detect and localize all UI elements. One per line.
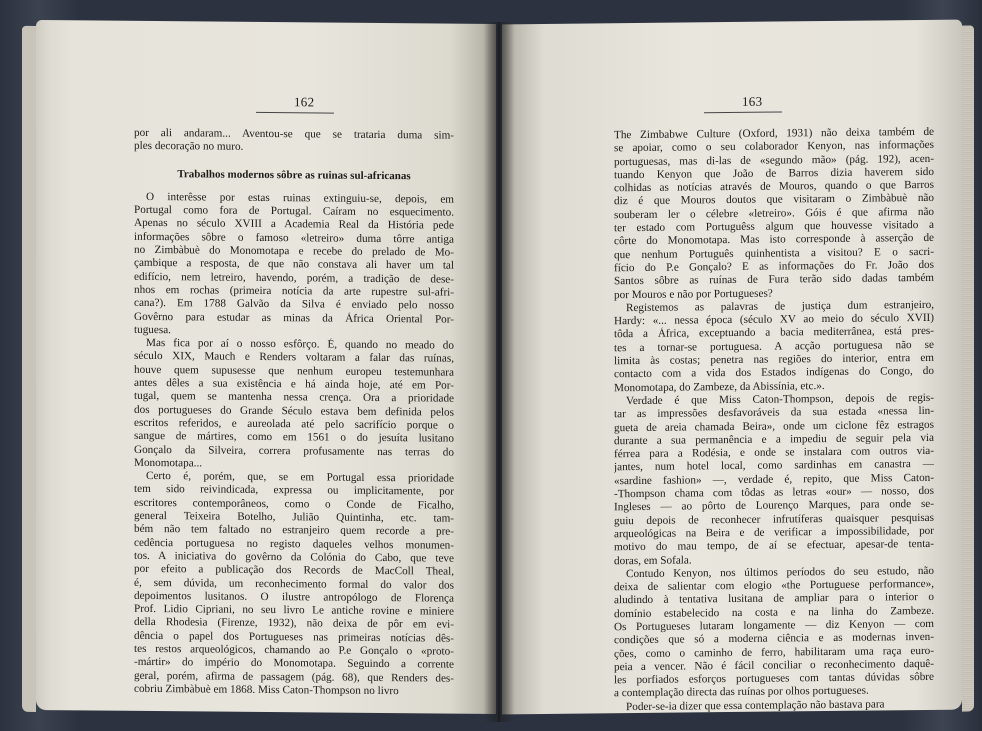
text-line: peia a vencer. Não é fácil conciliar o reconhecimento daquê- <box>614 657 934 674</box>
text-line: diz é que Mouros doutos que visitaram o Zimbàbuè não <box>614 192 934 208</box>
text-line: deixa de salientar com elogio «the Portuguese performance», <box>614 577 934 594</box>
text-line: jantes, num hotel local, como sardinhas em canastra — <box>614 458 934 474</box>
text-line: Verdade é que Miss Caton-Thompson, depois de regis- <box>626 391 934 408</box>
paragraph <box>614 299 934 395</box>
open-book <box>36 22 962 722</box>
text-line: portuguesas, mas di-las de «segundo mão» (pág. 192), acen- <box>614 152 934 168</box>
text-line: tos. A iniciativa do govêrno da Colónia do Cabo, que teve <box>134 549 454 565</box>
text-line: Poder-se-ia dizer que essa contemplação não bastava para <box>626 698 885 713</box>
text-line: della Rhodesia (Firenze, 1932), não deixa de pôr em evi- <box>134 616 454 632</box>
text-line: tuando Kenyon que João de Barros dizia haverem sido <box>614 165 934 182</box>
text-line: cobriu Zimbàbuè em 1868. Miss Caton-Thompson no livro <box>134 682 399 698</box>
text-line: no Zimbàbuè do Monomotapa e recebe do prelado de Mo- <box>134 243 454 259</box>
text-line: «sardine fashion» —, verdade é, repito, que Miss Caton- <box>614 471 934 487</box>
text-line: Ingleses — ao pôrto de Lourenço Marques, para onde se- <box>614 498 934 514</box>
text-line: Govêrno para estudar as minas da África Oriental Por- <box>134 310 454 326</box>
text-line: se apoiar, como o seu colaborador Kenyon, nas informações <box>614 139 934 155</box>
left-page-number-rule <box>256 112 334 114</box>
paragraph <box>134 470 454 699</box>
text-line: -mártir» do império do Monomotapa. Seguindo a corrente <box>134 656 454 671</box>
text-line: escritos referidos, e aureolada até pelo sacrifício porque o <box>134 416 454 432</box>
text-line: depoimentos lusitanos. O ilustre antropólogo de Florença <box>134 589 454 605</box>
text-line: Registemos as palavras de justiça dum estranjeiro, <box>626 298 934 314</box>
text-line: tuguesa. <box>134 323 171 337</box>
text-line: general Teixeira Botelho, Julião Quintinha, etc. tam- <box>134 509 454 525</box>
text-line: The Zimbabwe Culture (Oxford, 1931) não deixa também de <box>614 125 934 142</box>
text-line: O interêsse por estas ruinas extinguiu-se, depois, em <box>146 190 454 206</box>
text-line: côrte do Monomotapa. Mas isto corresponde à asserção de <box>614 232 934 248</box>
text-line: fício do P.e Gonçalo? E as informações do Fr. João dos <box>614 258 934 275</box>
left-page-edge <box>22 26 36 712</box>
right-page-number-rule <box>704 111 782 113</box>
text-line: nhos em rochas (primeira notícia da arte rupestre sul-afri- <box>134 283 454 299</box>
paragraph <box>614 392 934 568</box>
text-line: Os Portugueses lutaram longamente — diz Kenyon — com <box>614 617 934 634</box>
text-line: souberam ler o célebre «letreiro». Góis é que afirma não <box>614 205 934 222</box>
text-line: século XIX, Mauch e Renders voltaram a falar das ruínas, <box>134 350 454 366</box>
text-line: aludindo à tentativa lusitana de ampliar para o interior o <box>614 591 934 607</box>
text-line: Monomotapa, do Zambeze, da Abissínia, etc.». <box>614 379 825 394</box>
section-heading: Trabalhos modernos sôbre as ruinas sul-africanas <box>177 167 411 182</box>
right-page-text <box>614 126 934 714</box>
text-line: dência o papel dos Portugueses nas primeiras notícias dês- <box>134 629 454 645</box>
text-line: ples decoração no muro. <box>134 140 244 154</box>
text-line: tôda a África, exceptuando a bacia mediterrânea, está pres- <box>614 325 934 341</box>
text-line: Certo é, porém, que, se em Portugal essa prioridade <box>146 470 454 485</box>
text-line: bém não tem faltado no estranjeiro quem recorde a pre- <box>134 523 454 538</box>
left-page-number: 162 <box>294 94 315 110</box>
text-line: escritores contemporâneos, como o Conde de Ficalho, <box>134 496 454 512</box>
text-line: Mas fica por aí o nosso esfôrço. É, quando no meado do <box>146 337 454 352</box>
text-line: Hardy: «... nessa época (século XV ao meio do século XVII) <box>614 312 934 328</box>
text-line: Santos sôbre as ruínas de Fura terão sido dadas também <box>614 272 934 288</box>
right-page-edge <box>962 25 974 711</box>
text-line: Gonçalo da Silveira, correra profusamente nas terras do <box>134 443 454 459</box>
text-line: que nenhum Português quinhentista a visitou? E o sacri- <box>614 245 934 261</box>
text-line: por efeito a publicação dos Records de MacColl Theal, <box>134 563 454 578</box>
text-line: Monomotapa... <box>134 456 203 470</box>
text-line: ter estado com Portuguêss algum que houvesse visitado a <box>614 218 934 235</box>
text-line: tes restos arqueológicos, chamando ao P.e Gonçalo o «proto- <box>134 642 454 658</box>
text-line: cedência portuguesa no registo daqueles velhos monumen- <box>134 536 454 552</box>
text-line: Apenas no século XVIII a Academia Real da História pede <box>134 217 454 233</box>
text-line: edifício, nem letreiro, havendo, porém, a tradição de dese- <box>134 270 454 286</box>
text-line: arqueológicas na Beira e de verificar a impossibilidade, por <box>614 524 934 541</box>
text-line: geral, porém, afirma de passagem (pág. 68), que Renders des- <box>134 669 454 685</box>
text-line: colhidas as notícias através de Mouros, quando o que Barros <box>614 179 934 195</box>
text-line: les porfiados esforços portugueses com tantas dúvidas sôbre <box>614 671 934 687</box>
text-line: Portugal como fora de Portugal. Caíram no esquecimento. <box>134 204 454 219</box>
left-page <box>36 20 496 714</box>
text-line: -Thompson chama com tôdas as letras «our» — nosso, dos <box>614 484 934 501</box>
left-page-text <box>134 127 454 699</box>
text-line: Contudo Kenyon, nos últimos períodos do seu estudo, não <box>626 564 934 580</box>
text-line: houve quem supusesse que nenhum europeu testemunhara <box>134 363 454 379</box>
text-line: tugal, quem se mantenha nessa crença. Ora a prioridade <box>134 390 454 405</box>
text-line: domínio estabelecido na costa e na linha do Zambeze. <box>614 604 934 620</box>
paragraph <box>614 565 934 701</box>
paragraph <box>134 191 454 340</box>
text-line: a contemplação directa das ruínas por olhos portugueses. <box>614 685 869 700</box>
paragraph <box>134 127 454 156</box>
text-line: Prof. Lidio Cipriani, no seu livro Le antiche rovine e miniere <box>134 602 454 618</box>
text-line: motivo do mau tempo, de aí se efectuar, apesar-de tenta- <box>614 538 934 554</box>
text-line: tem sido reivindicada, expressa ou implicitamente, por <box>134 483 454 499</box>
text-line: cana?). Em 1788 Galvão da Silva é enviado pelo nosso <box>134 297 454 312</box>
text-line: por ali andaram... Aventou-se que se trataria duma sim- <box>134 126 454 142</box>
text-line: limita às costas; penetra nas regiões do interior, entra em <box>614 351 934 368</box>
text-line: tar as impressões desfavoráveis da sua estada «nessa lin- <box>614 405 934 421</box>
text-line: é, sem dúvida, um reconhecimento formal do valor dos <box>134 576 454 592</box>
paragraph <box>614 126 934 302</box>
text-line: guiu depois de reconhecer infrutíferas quaisquer pesquisas <box>614 511 934 527</box>
paragraph <box>614 698 934 715</box>
text-line: informações sôbre o famoso «letreiro» duma tôrre antiga <box>134 230 454 246</box>
text-line: por Mouros e não por Portugueses? <box>614 287 773 301</box>
text-line: dos portugueses do Grande Século estava bem definida pelos <box>134 403 454 419</box>
right-page <box>502 20 962 715</box>
book-gutter <box>484 22 514 722</box>
text-line: gueta de areia chamada Beira», onde um ciclone fêz estragos <box>614 418 934 434</box>
text-line: tes a tornar-se portuguesa. A acção portuguesa não se <box>614 338 934 354</box>
text-line: contacto com a vida dos Estados indígenas do Congo, do <box>614 365 934 381</box>
paragraph <box>134 337 454 473</box>
text-line: antes dêles a sua existência e há ainda hoje, até em Por- <box>134 376 454 392</box>
text-line: férrea para a Rodésia, e onde se instalara com outros via- <box>614 445 934 461</box>
text-line: sangue de mártires, como em 1561 o do jesuíta lusitano <box>134 430 454 445</box>
text-line: condições que só a moderna ciência e as modernas inven- <box>614 631 934 647</box>
right-page-number: 163 <box>742 93 763 109</box>
text-line: durante a sua permanência e a impediu de seguir pela via <box>614 431 934 448</box>
text-line: çambique a resposta, de que não constava ali haver um tal <box>134 257 454 273</box>
text-line: doras, em Sofala. <box>614 553 692 567</box>
text-line: ções, como o caminho de ferro, habilitaram uma raça euro- <box>614 644 934 660</box>
